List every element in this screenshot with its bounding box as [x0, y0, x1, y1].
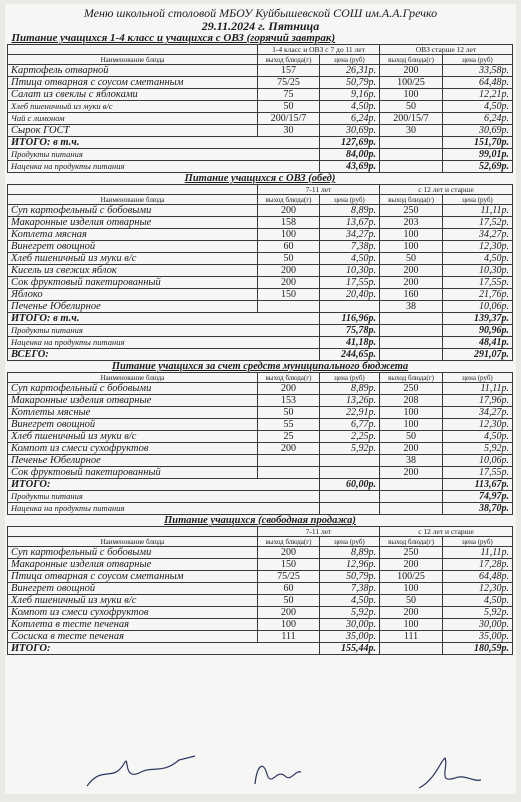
dish-price: 64,48р. [443, 571, 513, 583]
dish-weight: 25 [258, 431, 320, 443]
total-value: 38,70р. [443, 503, 513, 515]
dish-price: 33,58р. [443, 65, 513, 77]
dish-price: 17,55р. [443, 467, 513, 479]
dish-name: Сок фруктовый пакетированный [8, 277, 258, 289]
dish-price: 10,06р. [443, 455, 513, 467]
total-label: ИТОГО: в т.ч. [8, 313, 320, 325]
dish-weight: 200 [258, 443, 320, 455]
total-row [8, 643, 513, 655]
dish-price: 50,79р. [320, 571, 380, 583]
table-row [8, 205, 513, 217]
dish-weight: 50 [380, 101, 443, 113]
table-row [8, 547, 513, 559]
total-row [8, 349, 513, 361]
section-title: Питание учащихся 1-4 класс и учащихся с ОВЗ (горячий завтрак) [11, 33, 336, 44]
dish-weight: 111 [258, 631, 320, 643]
dish-price: 17,28р. [443, 559, 513, 571]
dish-weight: 250 [380, 383, 443, 395]
dish-weight: 75 [258, 89, 320, 101]
total-value: 291,07р. [443, 349, 513, 361]
weight-column-header: выход блюда(г) [258, 55, 320, 65]
total-value: 155,44р. [320, 643, 380, 655]
menu-sheet [5, 4, 516, 794]
dish-weight: 200 [380, 559, 443, 571]
weight-column-header: выход блюда(г) [258, 537, 320, 547]
dish-price: 30,00р. [443, 619, 513, 631]
total-value: 74,97р. [443, 491, 513, 503]
table-row [8, 419, 513, 431]
dish-weight: 208 [380, 395, 443, 407]
total-row [8, 325, 513, 337]
name-column-header: Наименование блюда [8, 373, 258, 383]
group-2-header: ОВЗ старше 12 лет [380, 45, 513, 55]
dish-name: Суп картофельный с бобовыми [8, 547, 258, 559]
dish-name: Суп картофельный с бобовыми [8, 383, 258, 395]
dish-name: Котлета мясная [8, 229, 258, 241]
dish-name: Хлеб пшеничный из муки в/с [8, 253, 258, 265]
dish-weight: 153 [258, 395, 320, 407]
dish-price: 21,76р. [443, 289, 513, 301]
total-spacer [380, 313, 443, 325]
dish-price [320, 455, 380, 467]
dish-weight [258, 467, 320, 479]
total-value: 84,00р. [320, 149, 380, 161]
total-spacer [380, 491, 443, 503]
total-value: 48,41р. [443, 337, 513, 349]
table-row [8, 443, 513, 455]
menu-table [7, 33, 513, 173]
dish-price: 12,30р. [443, 419, 513, 431]
total-row [8, 149, 513, 161]
dish-weight: 100/25 [380, 571, 443, 583]
name-column-header: Наименование блюда [8, 55, 258, 65]
dish-price: 12,30р. [443, 241, 513, 253]
dish-name: Печенье Юбелирное [8, 301, 258, 313]
dish-weight: 200 [380, 65, 443, 77]
dish-name: Котлета в тесте печеная [8, 619, 258, 631]
dish-price: 17,96р. [443, 395, 513, 407]
total-label: ИТОГО: в т.ч. [8, 137, 320, 149]
price-column-header: цена (руб) [443, 195, 513, 205]
total-label: Продукты питания [8, 149, 320, 161]
name-header-spacer [8, 185, 258, 195]
dish-weight: 50 [258, 101, 320, 113]
dish-price: 9,16р. [320, 89, 380, 101]
price-column-header: цена (руб) [320, 373, 380, 383]
dish-price: 34,27р. [443, 407, 513, 419]
dish-weight: 100 [380, 419, 443, 431]
table-row [8, 571, 513, 583]
total-value: 139,37р. [443, 313, 513, 325]
dish-name: Компот из смеси сухофруктов [8, 443, 258, 455]
dish-name: Сырок ГОСТ [8, 125, 258, 137]
dish-price: 20,40р. [320, 289, 380, 301]
total-spacer [380, 337, 443, 349]
total-row [8, 161, 513, 173]
total-spacer [380, 643, 443, 655]
dish-price: 35,00р. [320, 631, 380, 643]
dish-price: 7,38р. [320, 241, 380, 253]
total-row [8, 491, 513, 503]
dish-price: 26,31р. [320, 65, 380, 77]
total-spacer [380, 503, 443, 515]
total-row [8, 337, 513, 349]
table-row [8, 383, 513, 395]
total-value: 151,70р. [443, 137, 513, 149]
dish-weight: 30 [380, 125, 443, 137]
dish-weight: 200 [258, 265, 320, 277]
dish-name: Птица отварная с соусом сметанным [8, 77, 258, 89]
dish-weight: 200 [380, 277, 443, 289]
total-value: 244,65р. [320, 349, 380, 361]
dish-weight: 100 [380, 407, 443, 419]
dish-price: 7,38р. [320, 583, 380, 595]
dish-weight: 100 [258, 619, 320, 631]
total-value: 41,18р. [320, 337, 380, 349]
dish-name: Печенье Юбелирное [8, 455, 258, 467]
total-value: 113,67р. [443, 479, 513, 491]
dish-price: 5,92р. [443, 607, 513, 619]
table-row [8, 241, 513, 253]
dish-price: 5,92р. [443, 443, 513, 455]
dish-price: 5,92р. [320, 443, 380, 455]
dish-name: Макаронные изделия отварные [8, 559, 258, 571]
dish-weight: 30 [258, 125, 320, 137]
dish-weight: 200 [380, 467, 443, 479]
price-column-header: цена (руб) [320, 55, 380, 65]
table-row [8, 407, 513, 419]
dish-price: 6,24р. [320, 113, 380, 125]
total-value: 60,00р. [320, 479, 380, 491]
dish-weight: 100 [380, 241, 443, 253]
total-row [8, 137, 513, 149]
total-label: Наценка на продукты питания [8, 337, 320, 349]
total-value: 43,69р. [320, 161, 380, 173]
total-label: Продукты питания [8, 325, 320, 337]
total-label: Продукты питания [8, 491, 320, 503]
dish-name: Картофель отварной [8, 65, 258, 77]
name-header-spacer [8, 527, 258, 537]
table-row [8, 431, 513, 443]
table-row [8, 277, 513, 289]
dish-price: 8,89р. [320, 205, 380, 217]
weight-column-header: выход блюда(г) [380, 537, 443, 547]
dish-name: Хлеб пшеничный из муки в/с [8, 431, 258, 443]
dish-name: Суп картофельный с бобовыми [8, 205, 258, 217]
dish-weight: 200 [380, 607, 443, 619]
weight-column-header: выход блюда(г) [380, 373, 443, 383]
dish-price: 13,26р. [320, 395, 380, 407]
price-column-header: цена (руб) [320, 195, 380, 205]
table-row [8, 395, 513, 407]
dish-name: Сосиска в тесте печеная [8, 631, 258, 643]
group-1-header: 1-4 класс и ОВЗ с 7 до 11 лет [258, 45, 380, 55]
total-spacer [380, 137, 443, 149]
table-row [8, 113, 513, 125]
dish-price: 11,11р. [443, 205, 513, 217]
weight-column-header: выход блюда(г) [258, 373, 320, 383]
section-title: Питание учащихся за счет средств муниципального бюджета [111, 361, 409, 372]
menu-tables [5, 33, 516, 655]
table-row [8, 559, 513, 571]
dish-price: 4,50р. [320, 101, 380, 113]
table-row [8, 125, 513, 137]
dish-price [320, 301, 380, 313]
dish-price: 10,30р. [443, 265, 513, 277]
dish-weight: 100 [380, 583, 443, 595]
total-spacer [380, 149, 443, 161]
table-row [8, 583, 513, 595]
menu-table [7, 361, 513, 515]
dish-weight: 50 [380, 253, 443, 265]
price-column-header: цена (руб) [443, 373, 513, 383]
dish-weight: 150 [258, 289, 320, 301]
dish-price: 4,50р. [443, 431, 513, 443]
dish-price: 17,55р. [320, 277, 380, 289]
name-column-header: Наименование блюда [8, 195, 258, 205]
dish-weight: 55 [258, 419, 320, 431]
dish-price: 13,67р. [320, 217, 380, 229]
signature-1 [83, 754, 203, 790]
dish-weight [258, 455, 320, 467]
dish-weight: 100/25 [380, 77, 443, 89]
table-row [8, 65, 513, 77]
total-spacer [380, 325, 443, 337]
price-column-header: цена (руб) [320, 537, 380, 547]
total-value: 75,78р. [320, 325, 380, 337]
total-value: 99,01р. [443, 149, 513, 161]
dish-weight: 200 [258, 547, 320, 559]
dish-name: Компот из смеси сухофруктов [8, 607, 258, 619]
dish-price [320, 467, 380, 479]
dish-weight: 157 [258, 65, 320, 77]
dish-price: 10,06р. [443, 301, 513, 313]
dish-price: 4,50р. [443, 253, 513, 265]
dish-weight: 200/15/7 [380, 113, 443, 125]
dish-name: Салат из свеклы с яблоками [8, 89, 258, 101]
total-label: Наценка на продукты питания [8, 503, 320, 515]
dish-price: 12,21р. [443, 89, 513, 101]
dish-weight: 200 [380, 265, 443, 277]
total-row [8, 503, 513, 515]
dish-price: 30,69р. [320, 125, 380, 137]
dish-weight: 160 [380, 289, 443, 301]
price-column-header: цена (руб) [443, 55, 513, 65]
dish-weight: 200 [258, 607, 320, 619]
dish-name: Чай с лимоном [8, 113, 258, 125]
dish-weight: 38 [380, 455, 443, 467]
dish-name: Винегрет овощной [8, 419, 258, 431]
dish-weight: 200 [258, 205, 320, 217]
dish-weight: 50 [258, 595, 320, 607]
signature-3 [415, 754, 485, 790]
total-value: 180,59р. [443, 643, 513, 655]
dish-weight: 75/25 [258, 571, 320, 583]
dish-name: Сок фруктовый пакетированный [8, 467, 258, 479]
dish-price: 17,52р. [443, 217, 513, 229]
dish-price: 4,50р. [443, 595, 513, 607]
group-1-header: 7-11 лет [258, 527, 380, 537]
total-label: ИТОГО: [8, 479, 320, 491]
table-row [8, 265, 513, 277]
weight-column-header: выход блюда(г) [380, 195, 443, 205]
table-row [8, 455, 513, 467]
total-row [8, 313, 513, 325]
name-column-header: Наименование блюда [8, 537, 258, 547]
dish-price: 64,48р. [443, 77, 513, 89]
table-row [8, 595, 513, 607]
dish-price: 11,11р. [443, 547, 513, 559]
table-row [8, 619, 513, 631]
section-title: Питание учащихся с ОВЗ (обед) [184, 173, 336, 184]
dish-weight: 200/15/7 [258, 113, 320, 125]
total-label: ИТОГО: [8, 643, 320, 655]
dish-price: 10,30р. [320, 265, 380, 277]
total-label: Наценка на продукты питания [8, 161, 320, 173]
group-2-header: с 12 лет и старше [380, 185, 513, 195]
total-value: 90,96р. [443, 325, 513, 337]
dish-price: 8,89р. [320, 547, 380, 559]
dish-name: Яблоко [8, 289, 258, 301]
dish-price: 30,00р. [320, 619, 380, 631]
dish-name: Птица отварная с соусом сметанным [8, 571, 258, 583]
menu-header [5, 4, 516, 33]
total-value: 127,69р. [320, 137, 380, 149]
dish-price: 12,96р. [320, 559, 380, 571]
school-title: Меню школьной столовой МБОУ Куйбышевской СОШ им.А.А.Гречко [83, 6, 438, 20]
dish-name: Хлеб пшеничный из муки в/с [8, 101, 258, 113]
dish-price: 2,25р. [320, 431, 380, 443]
dish-name: Котлеты мясные [8, 407, 258, 419]
menu-date: 29.11.2024 г. Пятница [201, 19, 320, 33]
weight-column-header: выход блюда(г) [258, 195, 320, 205]
dish-weight: 60 [258, 583, 320, 595]
signature-2 [245, 754, 305, 790]
dish-weight: 50 [380, 431, 443, 443]
table-row [8, 301, 513, 313]
dish-price: 34,27р. [443, 229, 513, 241]
menu-table [7, 515, 513, 655]
total-value: 52,69р. [443, 161, 513, 173]
group-2-header: с 12 лет и старше [380, 527, 513, 537]
total-label: ВСЕГО: [8, 349, 320, 361]
dish-price: 11,11р. [443, 383, 513, 395]
table-row [8, 607, 513, 619]
total-value [320, 503, 380, 515]
dish-weight: 50 [258, 407, 320, 419]
dish-name: Макаронные изделия отварные [8, 395, 258, 407]
dish-price: 6,24р. [443, 113, 513, 125]
dish-price: 4,50р. [320, 253, 380, 265]
price-column-header: цена (руб) [443, 537, 513, 547]
menu-table [7, 173, 513, 361]
dish-price: 50,79р. [320, 77, 380, 89]
dish-price: 4,50р. [443, 101, 513, 113]
table-row [8, 77, 513, 89]
dish-weight [258, 301, 320, 313]
dish-weight: 158 [258, 217, 320, 229]
weight-column-header: выход блюда(г) [380, 55, 443, 65]
total-spacer [380, 479, 443, 491]
dish-price: 22,91р. [320, 407, 380, 419]
table-row [8, 101, 513, 113]
dish-price: 6,77р. [320, 419, 380, 431]
table-row [8, 289, 513, 301]
dish-price: 5,92р. [320, 607, 380, 619]
dish-weight: 100 [380, 89, 443, 101]
table-row [8, 229, 513, 241]
dish-weight: 200 [380, 443, 443, 455]
dish-weight: 100 [258, 229, 320, 241]
dish-weight: 60 [258, 241, 320, 253]
dish-name: Кисель из свежих яблок [8, 265, 258, 277]
table-row [8, 253, 513, 265]
total-spacer [380, 161, 443, 173]
total-row [8, 479, 513, 491]
table-row [8, 89, 513, 101]
dish-price: 34,27р. [320, 229, 380, 241]
dish-weight: 203 [380, 217, 443, 229]
dish-name: Хлеб пшеничный из муки в/с [8, 595, 258, 607]
dish-price: 30,69р. [443, 125, 513, 137]
total-spacer [380, 349, 443, 361]
dish-price: 35,00р. [443, 631, 513, 643]
dish-name: Винегрет овощной [8, 583, 258, 595]
dish-weight: 100 [380, 229, 443, 241]
dish-weight: 75/25 [258, 77, 320, 89]
dish-weight: 250 [380, 547, 443, 559]
dish-weight: 150 [258, 559, 320, 571]
dish-name: Макаронные изделия отварные [8, 217, 258, 229]
section-title: Питание учащихся (свободная продажа) [164, 515, 356, 526]
dish-weight: 200 [258, 383, 320, 395]
dish-weight: 250 [380, 205, 443, 217]
total-value [320, 491, 380, 503]
dish-price: 8,89р. [320, 383, 380, 395]
dish-weight: 200 [258, 277, 320, 289]
name-header-spacer [8, 45, 258, 55]
table-row [8, 217, 513, 229]
table-row [8, 467, 513, 479]
dish-weight: 100 [380, 619, 443, 631]
table-row [8, 631, 513, 643]
dish-weight: 38 [380, 301, 443, 313]
dish-price: 12,30р. [443, 583, 513, 595]
dish-name: Винегрет овощной [8, 241, 258, 253]
total-value: 116,96р. [320, 313, 380, 325]
dish-price: 4,50р. [320, 595, 380, 607]
dish-price: 17,55р. [443, 277, 513, 289]
dish-weight: 50 [258, 253, 320, 265]
group-1-header: 7-11 лет [258, 185, 380, 195]
dish-weight: 50 [380, 595, 443, 607]
dish-weight: 111 [380, 631, 443, 643]
